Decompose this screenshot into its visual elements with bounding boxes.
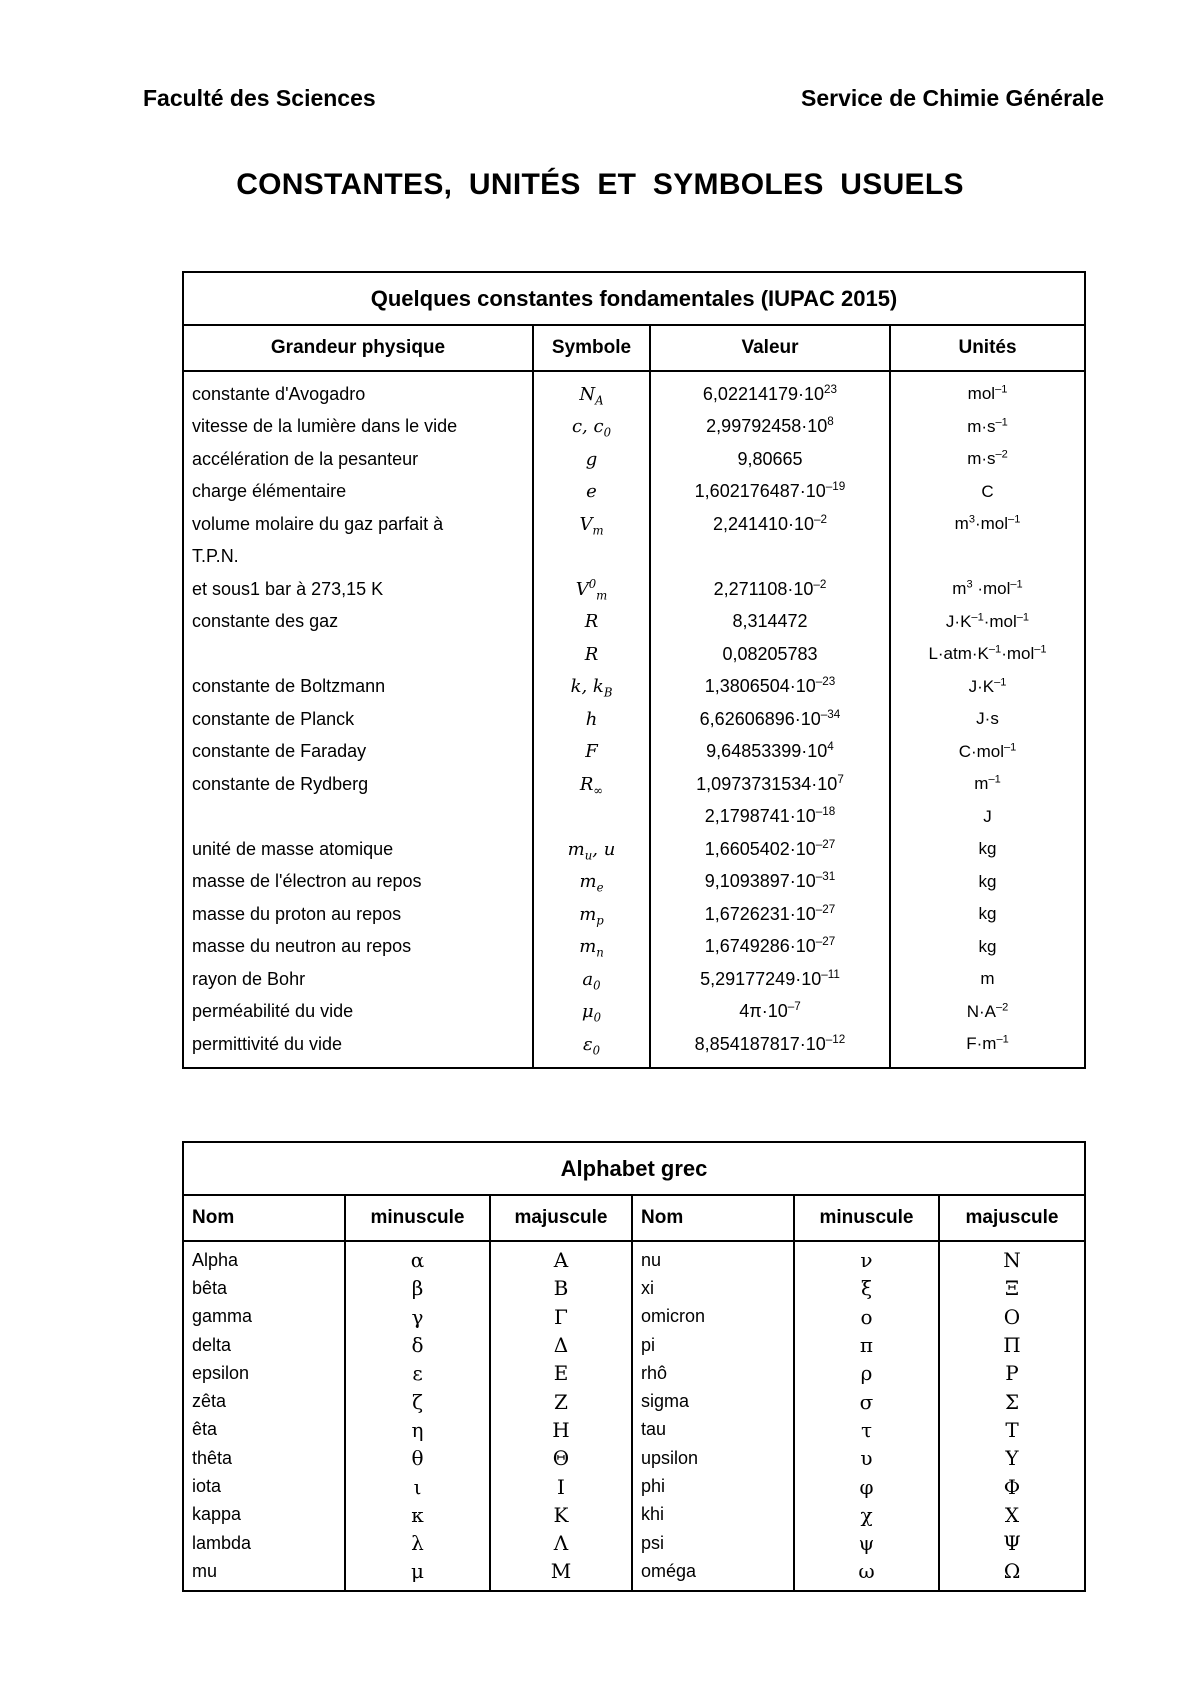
constant-symbol: $m_p$	[533, 898, 650, 931]
constants-col-unit: Unités	[890, 325, 1085, 371]
table-row	[183, 476, 1085, 509]
greek-uppercase: Ν	[939, 1241, 1085, 1274]
table-row	[183, 443, 1085, 476]
table-row	[183, 1444, 1085, 1472]
constant-name: unité de masse atomique	[183, 833, 533, 866]
greek-uppercase: Λ	[490, 1529, 632, 1557]
greek-letter-name: psi	[632, 1529, 794, 1557]
greek-letter-name: sigma	[632, 1387, 794, 1415]
table-row	[183, 1416, 1085, 1444]
greek-letter-name: rhô	[632, 1359, 794, 1387]
header-service: Service de Chimie Générale	[801, 85, 1104, 111]
constant-unit: $m^{-1}$	[890, 768, 1085, 801]
greek-lowercase: β	[345, 1274, 490, 1302]
greek-lowercase: η	[345, 1416, 490, 1444]
table-row	[183, 508, 1085, 541]
page-title: CONSTANTES, UNITÉS ET SYMBOLES USUELS	[236, 168, 964, 201]
constant-symbol: $V^0_m$	[533, 573, 650, 606]
greek-lowercase: ψ	[794, 1529, 939, 1557]
table-row	[183, 606, 1085, 639]
constant-symbol: g	[533, 443, 650, 476]
constant-name: constante de Planck	[183, 703, 533, 736]
greek-letter-name: zêta	[183, 1387, 345, 1415]
constant-value: $1,6726231\cdot 10^{-27}$	[650, 898, 890, 931]
greek-letter-name: delta	[183, 1331, 345, 1359]
greek-lowercase: ε	[345, 1359, 490, 1387]
constant-unit: kg	[890, 898, 1085, 931]
greek-uppercase: Ι	[490, 1472, 632, 1500]
table-row	[183, 931, 1085, 964]
constant-symbol: $m_e$	[533, 866, 650, 899]
constant-value: 0,08205783	[650, 638, 890, 671]
greek-uppercase: Ρ	[939, 1359, 1085, 1387]
constant-name: masse du neutron au repos	[183, 931, 533, 964]
greek-uppercase: Ξ	[939, 1274, 1085, 1302]
constant-name: perméabilité du vide	[183, 996, 533, 1029]
table-row	[183, 671, 1085, 704]
constant-unit: m	[890, 963, 1085, 996]
constant-name	[183, 801, 533, 834]
constant-name: permittivité du vide	[183, 1028, 533, 1068]
greek-uppercase: Μ	[490, 1557, 632, 1590]
greek-lowercase: ν	[794, 1241, 939, 1274]
greek-table	[182, 1141, 1086, 1592]
greek-letter-name: thêta	[183, 1444, 345, 1472]
constant-symbol: $\mu_0$	[533, 996, 650, 1029]
greek-uppercase: Ε	[490, 1359, 632, 1387]
greek-lowercase: υ	[794, 1444, 939, 1472]
constant-unit: C·mol$^{-1}$	[890, 736, 1085, 769]
table-row	[183, 1387, 1085, 1415]
greek-uppercase: Ω	[939, 1557, 1085, 1590]
constant-symbol: $m_u$, u	[533, 833, 650, 866]
table-row	[183, 703, 1085, 736]
constant-unit: C	[890, 476, 1085, 509]
constant-value: 8,314472	[650, 606, 890, 639]
constant-name: constante de Faraday	[183, 736, 533, 769]
constant-unit: $N\cdot A^{-2}$	[890, 996, 1085, 1029]
constant-symbol: h	[533, 703, 650, 736]
greek-letter-name: iota	[183, 1472, 345, 1500]
table-row	[183, 411, 1085, 444]
greek-letter-name: bêta	[183, 1274, 345, 1302]
constant-symbol: $N_A$	[533, 371, 650, 411]
constant-name: T.P.N.	[183, 541, 533, 574]
constant-symbol: e	[533, 476, 650, 509]
greek-lowercase: ο	[794, 1303, 939, 1331]
greek-uppercase: Β	[490, 1274, 632, 1302]
greek-uppercase: Σ	[939, 1387, 1085, 1415]
greek-lowercase: δ	[345, 1331, 490, 1359]
constants-table	[182, 271, 1086, 1069]
greek-uppercase: Γ	[490, 1303, 632, 1331]
greek-col-name-2: Nom	[632, 1195, 794, 1241]
greek-letter-name: lambda	[183, 1529, 345, 1557]
constant-value: $4\pi\cdot 10^{-7}$	[650, 996, 890, 1029]
greek-lowercase: θ	[345, 1444, 490, 1472]
greek-lowercase: τ	[794, 1416, 939, 1444]
constant-value	[650, 541, 890, 574]
greek-lowercase: φ	[794, 1472, 939, 1500]
constant-value: $8,854187817\cdot 10^{-12}$	[650, 1028, 890, 1068]
table-row	[183, 638, 1085, 671]
greek-letter-name: khi	[632, 1501, 794, 1529]
constant-unit: J·s	[890, 703, 1085, 736]
constant-unit: $L\cdot atm\cdot K^{-1}\cdot mol^{-1}$	[890, 638, 1085, 671]
greek-uppercase: Η	[490, 1416, 632, 1444]
constant-unit: kg	[890, 833, 1085, 866]
constant-value: $6,02214179\cdot 10^{23}$	[650, 371, 890, 411]
constant-symbol: $a_0$	[533, 963, 650, 996]
constant-symbol: $\varepsilon_0$	[533, 1028, 650, 1068]
greek-lowercase: ζ	[345, 1387, 490, 1415]
constant-value: $2,1798741\cdot 10^{-18}$	[650, 801, 890, 834]
constant-name: accélération de la pesanteur	[183, 443, 533, 476]
constant-name: constante d'Avogadro	[183, 371, 533, 411]
table-row	[183, 1529, 1085, 1557]
table-row	[183, 1472, 1085, 1500]
greek-col-upper: majuscule	[490, 1195, 632, 1241]
constant-name	[183, 638, 533, 671]
greek-letter-name: xi	[632, 1274, 794, 1302]
constant-value: $5,29177249\cdot 10^{-11}$	[650, 963, 890, 996]
table-row	[183, 963, 1085, 996]
greek-letter-name: Alpha	[183, 1241, 345, 1274]
greek-uppercase: Φ	[939, 1472, 1085, 1500]
constant-name: masse de l'électron au repos	[183, 866, 533, 899]
greek-caption: Alphabet grec	[183, 1142, 1085, 1195]
constant-value: $9,1093897\cdot 10^{-31}$	[650, 866, 890, 899]
greek-lowercase: γ	[345, 1303, 490, 1331]
greek-letter-name: gamma	[183, 1303, 345, 1331]
constant-unit: $J\cdot K^{-1}$	[890, 671, 1085, 704]
constant-name: charge élémentaire	[183, 476, 533, 509]
table-row	[183, 1274, 1085, 1302]
constant-symbol	[533, 801, 650, 834]
greek-uppercase: Α	[490, 1241, 632, 1274]
constant-name: rayon de Bohr	[183, 963, 533, 996]
greek-letter-name: pi	[632, 1331, 794, 1359]
constant-unit: $F\cdot m^{-1}$	[890, 1028, 1085, 1068]
greek-lowercase: ρ	[794, 1359, 939, 1387]
greek-uppercase: Κ	[490, 1501, 632, 1529]
greek-letter-name: epsilon	[183, 1359, 345, 1387]
constant-unit: $J\cdot K^{-1}\cdot mol^{-1}$	[890, 606, 1085, 639]
constant-symbol: F	[533, 736, 650, 769]
constant-value: $1,6605402\cdot 10^{-27}$	[650, 833, 890, 866]
greek-uppercase: Ζ	[490, 1387, 632, 1415]
table-row	[183, 801, 1085, 834]
greek-uppercase: Ψ	[939, 1529, 1085, 1557]
constants-caption: Quelques constantes fondamentales (IUPAC 2015)	[183, 272, 1085, 325]
constants-col-value: Valeur	[650, 325, 890, 371]
table-row	[183, 541, 1085, 574]
constant-value: $9,64853399\cdot 10^4$	[650, 736, 890, 769]
greek-uppercase: Π	[939, 1331, 1085, 1359]
greek-col-name: Nom	[183, 1195, 345, 1241]
table-row	[183, 371, 1085, 411]
greek-letter-name: oméga	[632, 1557, 794, 1590]
header-faculty: Faculté des Sciences	[143, 85, 376, 111]
constant-symbol: $V_m$	[533, 508, 650, 541]
constant-name: et sous1 bar à 273,15 K	[183, 573, 533, 606]
greek-lowercase: π	[794, 1331, 939, 1359]
table-row	[183, 1359, 1085, 1387]
greek-lowercase: σ	[794, 1387, 939, 1415]
greek-lowercase: ω	[794, 1557, 939, 1590]
constant-name: masse du proton au repos	[183, 898, 533, 931]
table-row	[183, 736, 1085, 769]
constant-name: constante des gaz	[183, 606, 533, 639]
constant-symbol: k, $k_B$	[533, 671, 650, 704]
greek-col-lower: minuscule	[345, 1195, 490, 1241]
constant-value: $2,99792458\cdot 10^8$	[650, 411, 890, 444]
constant-value: $1,0973731534\cdot 10^7$	[650, 768, 890, 801]
greek-lowercase: χ	[794, 1501, 939, 1529]
greek-uppercase: Χ	[939, 1501, 1085, 1529]
constant-value: $6,62606896\cdot 10^{-34}$	[650, 703, 890, 736]
greek-col-lower-2: minuscule	[794, 1195, 939, 1241]
greek-lowercase: κ	[345, 1501, 490, 1529]
constant-symbol: $m_n$	[533, 931, 650, 964]
constants-col-name: Grandeur physique	[183, 325, 533, 371]
constant-name: constante de Boltzmann	[183, 671, 533, 704]
constant-name: constante de Rydberg	[183, 768, 533, 801]
table-row	[183, 866, 1085, 899]
constant-symbol	[533, 541, 650, 574]
constant-unit: $m^3\cdot mol^{-1}$	[890, 508, 1085, 541]
constant-value: $1,602176487\cdot 10^{-19}$	[650, 476, 890, 509]
constant-unit: kg	[890, 931, 1085, 964]
greek-letter-name: omicron	[632, 1303, 794, 1331]
greek-uppercase: Υ	[939, 1444, 1085, 1472]
constant-value: $2,271108\cdot 10^{-2}$	[650, 573, 890, 606]
greek-lowercase: α	[345, 1241, 490, 1274]
table-row	[183, 996, 1085, 1029]
greek-letter-name: phi	[632, 1472, 794, 1500]
table-row	[183, 1331, 1085, 1359]
constants-body	[183, 371, 1085, 1068]
constant-name: vitesse de la lumière dans le vide	[183, 411, 533, 444]
constant-unit: mol$^{-1}$	[890, 371, 1085, 411]
table-row	[183, 768, 1085, 801]
greek-uppercase: Δ	[490, 1331, 632, 1359]
table-row	[183, 1557, 1085, 1590]
constant-unit	[890, 541, 1085, 574]
constant-symbol: R	[533, 606, 650, 639]
greek-uppercase: Ο	[939, 1303, 1085, 1331]
greek-lowercase: ξ	[794, 1274, 939, 1302]
table-row	[183, 1241, 1085, 1274]
constant-unit: kg	[890, 866, 1085, 899]
constant-value: $1,3806504\cdot 10^{-23}$	[650, 671, 890, 704]
greek-letter-name: mu	[183, 1557, 345, 1590]
constant-unit: $m\cdot s^{-2}$	[890, 443, 1085, 476]
table-row	[183, 573, 1085, 606]
table-row	[183, 833, 1085, 866]
greek-col-upper-2: majuscule	[939, 1195, 1085, 1241]
constant-value: $2,241410\cdot 10^{-2}$	[650, 508, 890, 541]
constant-unit: $m\cdot s^{-1}$	[890, 411, 1085, 444]
constant-unit: $m^3 \cdot mol^{-1}$	[890, 573, 1085, 606]
greek-letter-name: upsilon	[632, 1444, 794, 1472]
greek-uppercase: Θ	[490, 1444, 632, 1472]
table-row	[183, 1028, 1085, 1068]
constant-name: volume molaire du gaz parfait à	[183, 508, 533, 541]
constant-unit: J	[890, 801, 1085, 834]
constant-symbol: R	[533, 638, 650, 671]
greek-letter-name: nu	[632, 1241, 794, 1274]
greek-body	[183, 1241, 1085, 1591]
greek-letter-name: tau	[632, 1416, 794, 1444]
greek-lowercase: ι	[345, 1472, 490, 1500]
constant-value: $1,6749286\cdot 10^{-27}$	[650, 931, 890, 964]
constants-col-symbol: Symbole	[533, 325, 650, 371]
table-row	[183, 898, 1085, 931]
table-row	[183, 1303, 1085, 1331]
table-row	[183, 1501, 1085, 1529]
greek-lowercase: λ	[345, 1529, 490, 1557]
constant-symbol: $R_\infty$	[533, 768, 650, 801]
greek-letter-name: êta	[183, 1416, 345, 1444]
constant-symbol: c, $c_0$	[533, 411, 650, 444]
constant-value: 9,80665	[650, 443, 890, 476]
greek-lowercase: μ	[345, 1557, 490, 1590]
greek-uppercase: Τ	[939, 1416, 1085, 1444]
greek-letter-name: kappa	[183, 1501, 345, 1529]
